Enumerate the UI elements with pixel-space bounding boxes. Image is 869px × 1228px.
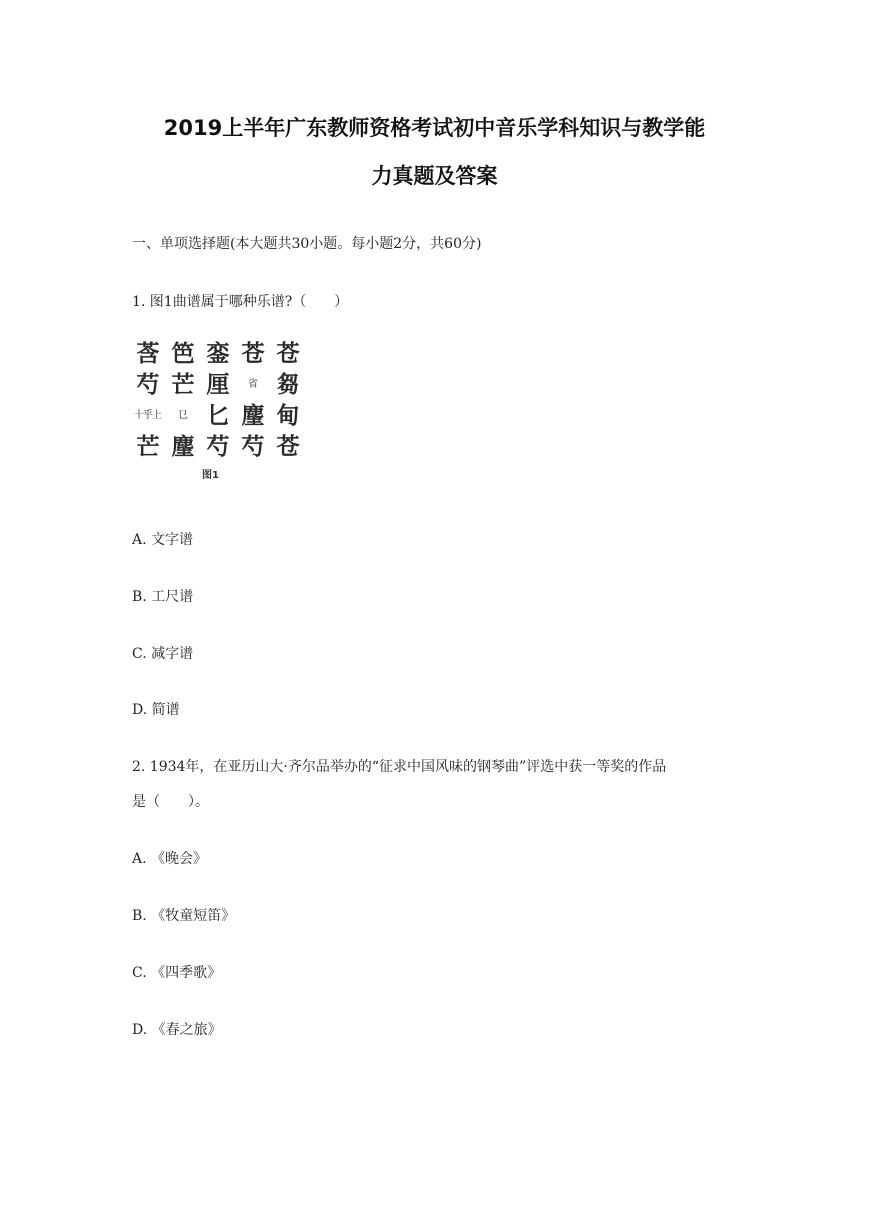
notation-glyph: 銮 (206, 340, 229, 367)
notation-glyph: 莟 (136, 340, 159, 367)
notation-glyph: 十乎上 (134, 410, 161, 421)
notation-glyph: 厘 (206, 371, 229, 398)
question-1-option-c: C. 减字谱 (132, 646, 194, 662)
section-heading: 一、单项选择题(本大题共30小题。每小题2分，共60分) (132, 236, 482, 252)
notation-glyph: 芍 (206, 433, 229, 460)
figure-caption: 图1 (202, 470, 219, 481)
question-2-option-d: D. 《春之旅》 (132, 1022, 222, 1038)
question-1-option-d: D. 简谱 (132, 702, 180, 718)
notation-glyph: 省 (248, 379, 257, 390)
notation-glyph: 匕 (206, 402, 229, 429)
question-2-stem-line2: 是（ ）。 (132, 794, 209, 810)
question-1-stem: 1. 图1曲谱属于哪种乐谱?（ ） (132, 294, 349, 310)
notation-glyph: 芻 (276, 371, 299, 398)
document-title-line1: 2019上半年广东教师资格考试初中音乐学科知识与教学能 (163, 116, 706, 140)
notation-glyph: 苍 (241, 340, 264, 367)
question-1-figure (130, 336, 310, 482)
question-1-option-b: B. 工尺谱 (132, 589, 194, 605)
notation-glyph: 㔾 (178, 410, 187, 421)
notation-glyph: 笆 (171, 340, 194, 367)
notation-glyph: 甸 (276, 402, 299, 429)
notation-glyph: 芒 (171, 371, 194, 398)
jianzipu-notation-image (130, 336, 305, 460)
question-2-option-a: A. 《晚会》 (132, 851, 208, 867)
notation-glyph: 麈 (171, 433, 194, 460)
question-2-option-b: B. 《牧童短笛》 (132, 908, 236, 924)
notation-glyph: 苍 (276, 433, 299, 460)
question-2-option-c: C. 《四季歌》 (132, 965, 222, 981)
notation-glyph: 芍 (136, 371, 159, 398)
question-2-stem-line1: 2. 1934年，在亚历山大·齐尔品举办的“征求中国风味的钢琴曲”评选中获一等奖的作品 (132, 759, 667, 775)
notation-glyph: 芒 (136, 433, 159, 460)
document-title-line2: 力真题及答案 (371, 164, 498, 188)
notation-glyph: 苍 (276, 340, 299, 367)
notation-glyph: 麈 (241, 402, 264, 429)
question-1-option-a: A. 文字谱 (132, 532, 194, 548)
notation-glyph: 芍 (241, 433, 264, 460)
